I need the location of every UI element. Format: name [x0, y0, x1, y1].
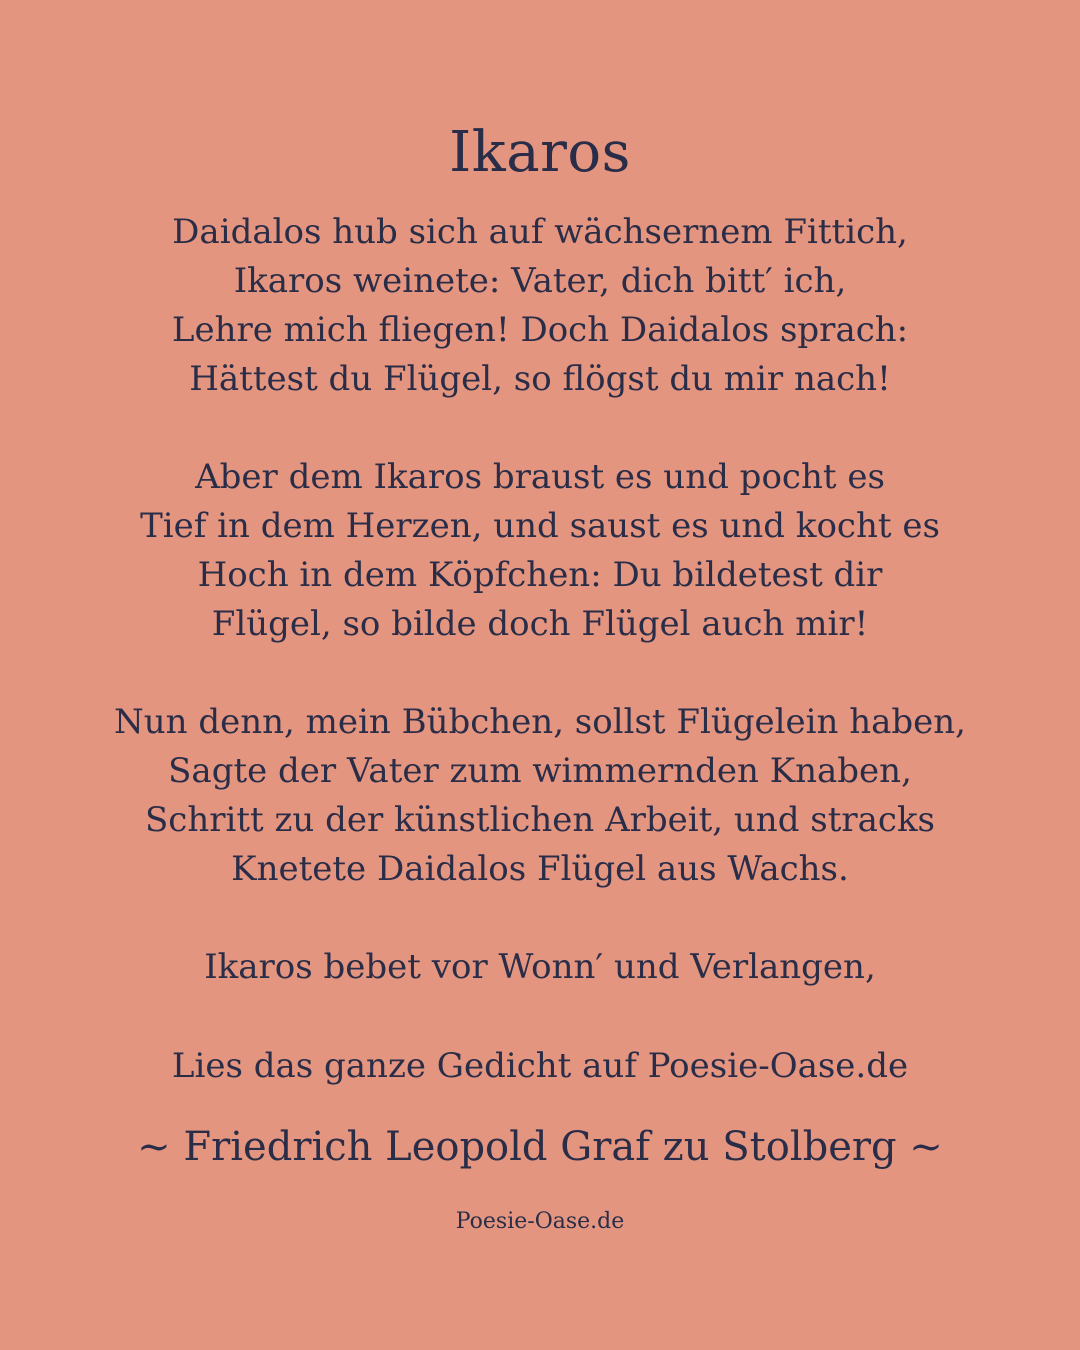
poem-line: Lehre mich fliegen! Doch Daidalos sprach: — [171, 310, 909, 350]
poem-line: Aber dem Ikaros braust es und pocht es — [195, 457, 885, 497]
poem-author: ~ Friedrich Leopold Graf zu Stolberg ~ — [137, 1124, 943, 1170]
poem-line: Ikaros bebet vor Wonn′ und Verlangen, — [204, 947, 876, 987]
poem-line: Ikaros weinete: Vater, dich bitt′ ich, — [233, 261, 847, 301]
poem-line: Tief in dem Herzen, und saust es und kocht es — [140, 506, 940, 546]
poem-body — [0, 208, 1080, 1041]
site-watermark: Poesie-Oase.de — [455, 1209, 625, 1234]
stanza-1 — [0, 208, 1080, 404]
poem-line: Daidalos hub sich auf wächsernem Fittich, — [172, 212, 908, 252]
poem-title: Ikaros — [449, 120, 631, 185]
poem-line: Knetete Daidalos Flügel aus Wachs. — [231, 849, 849, 889]
poem-line: Schritt zu der künstlichen Arbeit, und stracks — [144, 800, 936, 840]
poem-line: Sagte der Vater zum wimmernden Knaben, — [168, 751, 912, 791]
stanza-2 — [0, 453, 1080, 649]
stanza-4 — [0, 943, 1080, 992]
stanza-3 — [0, 698, 1080, 894]
poem-line: Nun denn, mein Bübchen, sollst Flügelein haben, — [114, 702, 966, 742]
poem-line: Flügel, so bilde doch Flügel auch mir! — [211, 604, 869, 644]
read-more-text: Lies das ganze Gedicht auf Poesie-Oase.de — [171, 1046, 909, 1086]
poem-line: Hättest du Flügel, so flögst du mir nach! — [189, 359, 891, 399]
poem-line: Hoch in dem Köpfchen: Du bildetest dir — [197, 555, 883, 595]
